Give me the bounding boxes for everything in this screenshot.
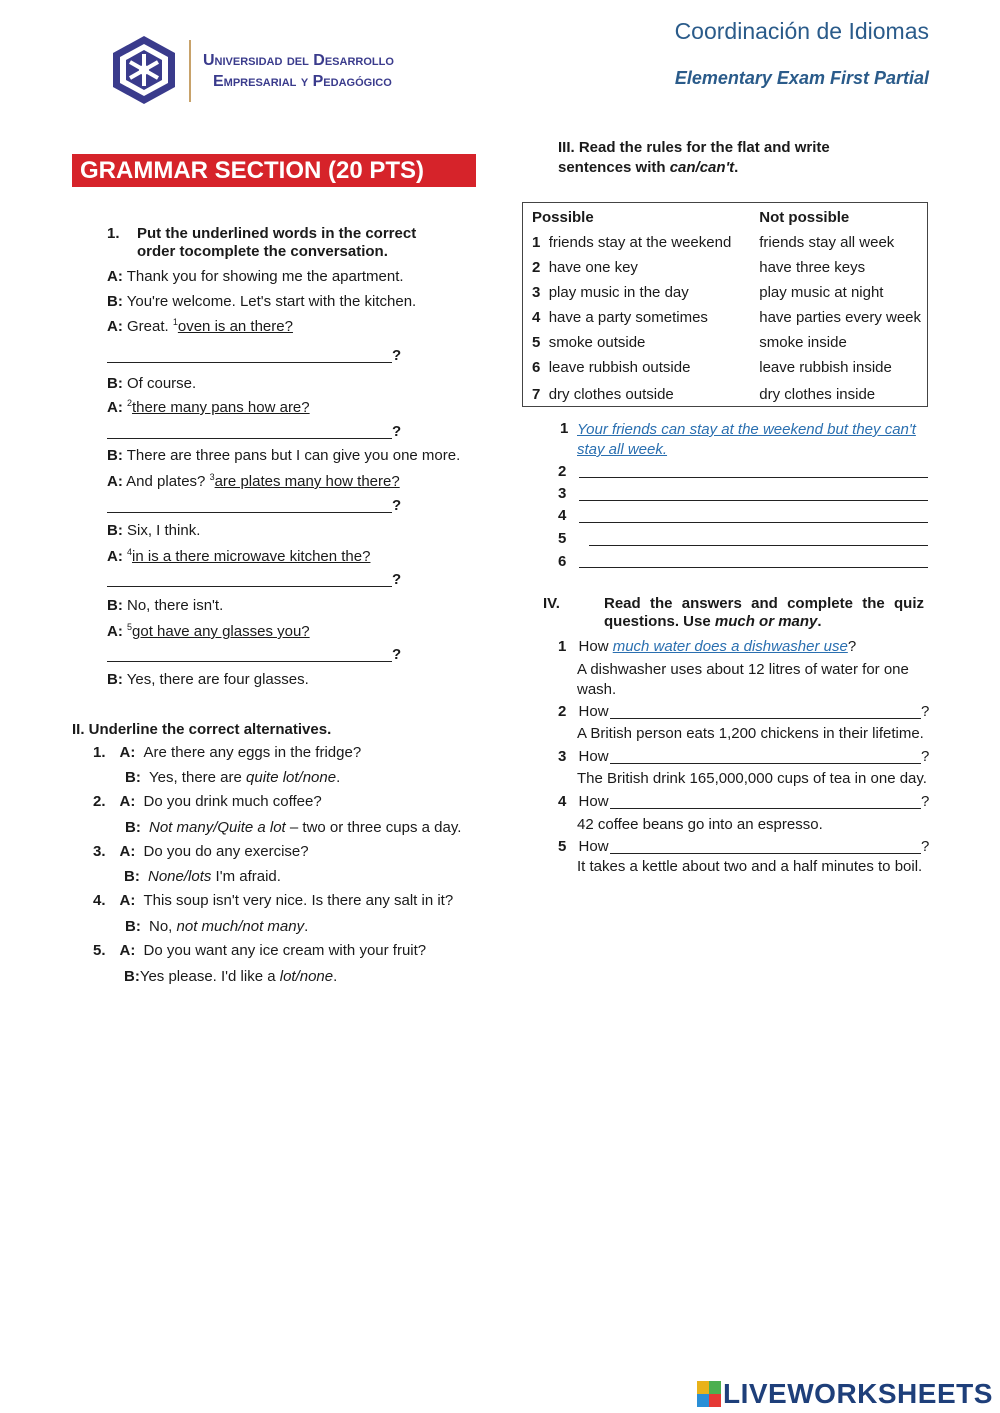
answer-line[interactable] (589, 545, 928, 546)
table-row: 6 leave rubbish outside leave rubbish inside (532, 359, 892, 376)
question-mark: ? (921, 703, 930, 720)
alternatives[interactable]: lot/none (279, 968, 334, 985)
table-header-row (523, 205, 927, 230)
answer-line[interactable] (579, 477, 928, 478)
answer-number: 2 (558, 463, 567, 480)
answer-line[interactable] (610, 763, 921, 764)
s1-line: B: No, there isn't. (107, 597, 224, 614)
table-row: 5 smoke outside smoke inside (532, 334, 847, 351)
s1-line: A: And plates? $^3$are plates many how there? (107, 472, 400, 490)
col-possible-header: Possible (532, 209, 594, 226)
s1-line: A: $^4$in is a there microwave kitchen the? (107, 547, 371, 565)
liveworksheets-badge-icon (697, 1381, 721, 1407)
quiz-answer-text: A dishwasher uses about 12 litres of water for one wash. (577, 661, 909, 698)
s1-line: B: There are three pans but I can give you one more. (107, 447, 461, 464)
s1-line: A: Great. $^1$oven is an there? (107, 317, 293, 335)
table-row: 1 friends stay at the weekend friends stay all week (532, 234, 895, 251)
liveworksheets-brand: LIVEWORKSHEETS (723, 1378, 993, 1409)
quiz-item: 5 How (558, 838, 609, 855)
answer-line[interactable] (107, 586, 392, 587)
quiz-item: 1 How much water does a dishwasher use? (558, 638, 857, 655)
s2-item-answer: B: None/lots I'm afraid. (124, 868, 281, 885)
question-mark: ? (392, 646, 402, 663)
answer-line[interactable] (610, 718, 921, 719)
answer-line[interactable] (579, 522, 928, 523)
question-mark: ? (921, 838, 930, 855)
coordination-title: Coordinación de Idiomas (674, 18, 929, 44)
s1-line: B: Yes, there are four glasses. (107, 671, 309, 688)
s2-item: 4. A: This soup isn't very nice. Is there any salt in it? (93, 892, 454, 909)
answer-line[interactable] (610, 853, 921, 854)
table-row: 3 play music in the day play music at night (532, 284, 884, 301)
grammar-banner (72, 154, 476, 187)
answer-number: 5 (558, 530, 567, 547)
quiz-answer-text: 42 coffee beans go into an espresso. (577, 816, 823, 833)
s1-number: 1. (107, 225, 120, 242)
quiz-answer-text: The British drink 165,000,000 cups of tea in one day. (577, 770, 927, 787)
alternatives[interactable]: Not many/Quite a lot (149, 819, 286, 836)
exam-title: Elementary Exam First Partial (674, 68, 929, 88)
alternatives[interactable]: quite lot/none (246, 769, 337, 786)
quiz-answer-text: It takes a kettle about two and a half minutes to boil. (577, 858, 923, 875)
table-row: 2 have one key have three keys (532, 259, 866, 276)
s2-title: II. Underline the correct alternatives. (72, 721, 332, 738)
answer-line[interactable] (107, 438, 392, 439)
alternatives[interactable]: None/lots (148, 868, 212, 885)
s1-line: A: $^5$got have any glasses you? (107, 622, 310, 640)
answer-line[interactable] (579, 500, 928, 501)
question-mark: ? (921, 748, 930, 765)
s2-item: 5. A: Do you want any ice cream with your fruit? (93, 942, 427, 959)
quiz-item: 4 How (558, 793, 609, 810)
answer-line[interactable] (107, 661, 392, 662)
university-logo (108, 34, 180, 106)
s4-title: Read the answers and complete the quiz questions. Use much or many. (604, 595, 924, 630)
answer-number: 6 (558, 553, 567, 570)
s2-item: 2. A: Do you drink much coffee? (93, 793, 322, 810)
liveworksheets-logo (697, 1378, 993, 1410)
answer-line[interactable] (610, 808, 921, 809)
answer-line[interactable] (579, 567, 928, 568)
question-mark: ? (392, 497, 402, 514)
s1-line: A: $^2$there many pans how are? (107, 398, 310, 416)
answer-line[interactable] (107, 362, 392, 363)
question-mark: ? (921, 793, 930, 810)
logo-divider (189, 40, 191, 102)
col-not-possible-header: Not possible (759, 209, 850, 226)
s3-example-answer: Your friends can stay at the weekend but they can't stay all week. (577, 421, 916, 458)
s1-line: B: Of course. (107, 375, 197, 392)
s2-item-answer: B: No, not much/not many. (125, 918, 309, 935)
s4-number: IV. (543, 595, 560, 612)
s2-item: 1. A: Are there any eggs in the fridge? (93, 744, 362, 761)
table-row: 4 have a party sometimes have parties every week (532, 309, 921, 326)
table-row: 7 dry clothes outside dry clothes inside (532, 386, 876, 403)
s3-example-number: 1 (560, 420, 569, 437)
s2-item-answer: B:Yes please. I'd like a lot/none. (124, 968, 338, 985)
s2-item-answer: B: Yes, there are quite lot/none. (125, 769, 341, 786)
quiz-item: 3 How (558, 748, 609, 765)
answer-line[interactable] (107, 512, 392, 513)
s3-title: III. Read the rules for the flat and write sentences with can/can't. (558, 139, 830, 176)
quiz-item: 2 How (558, 703, 609, 720)
s1-line: B: You're welcome. Let's start with the kitchen. (107, 293, 417, 310)
answer-number: 3 (558, 485, 567, 502)
alternatives[interactable]: not much/not many (176, 918, 305, 935)
s1-line: A: Thank you for showing me the apartment. (107, 268, 404, 285)
rules-grid (523, 205, 927, 409)
question-mark: ? (392, 571, 402, 588)
answer-number: 4 (558, 507, 567, 524)
s2-item-answer: B: Not many/Quite a lot – two or three cups a day. (125, 819, 462, 836)
s1-title: Put the underlined words in the correct order tocomplete the conversation. (137, 225, 417, 260)
question-mark: ? (392, 423, 402, 440)
university-name: Universidad del Desarrollo Empresarial y Pedagógico (203, 52, 394, 90)
grammar-banner-text: GRAMMAR SECTION (20 PTS) (80, 157, 425, 184)
s1-line: B: Six, I think. (107, 522, 201, 539)
rules-table (522, 202, 928, 407)
s2-item: 3. A: Do you do any exercise? (93, 843, 309, 860)
question-mark: ? (392, 347, 402, 364)
quiz-answer-text: A British person eats 1,200 chickens in their lifetime. (577, 725, 924, 742)
quiz-example-answer: much water does a dishwasher use (612, 638, 848, 655)
